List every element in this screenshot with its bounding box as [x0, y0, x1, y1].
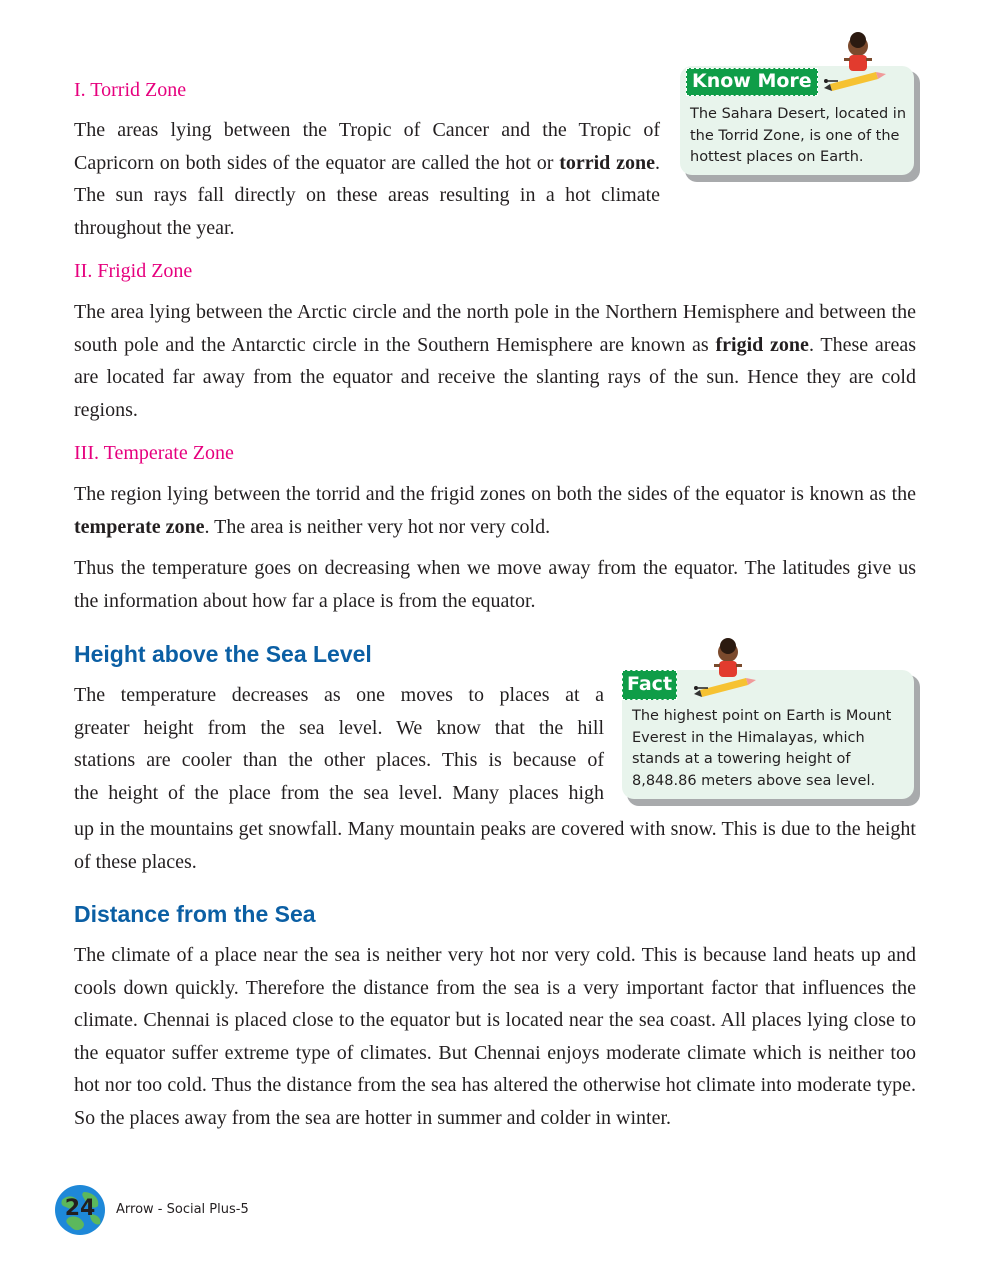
know-more-box: [680, 66, 920, 182]
frigid-zone-term: frigid zone: [715, 333, 809, 356]
temperate-text-b: . The area is neither very hot nor very cold.: [204, 515, 551, 538]
temperate-text-a: The region lying between the torrid and the frigid zones on both the sides of the equator is known as the: [74, 483, 916, 505]
torrid-text-b: . The sun rays fall directly on these areas resulting in a hot climate throughout the year.: [74, 151, 660, 239]
know-more-tag: Know More: [686, 68, 818, 96]
torrid-zone-heading: I. Torrid Zone: [74, 79, 187, 101]
frigid-zone-heading: II. Frigid Zone: [74, 260, 193, 282]
know-more-text: The Sahara Desert, located in the Torrid Zone, is one of the hottest places on Earth.: [690, 106, 907, 165]
frigid-zone-paragraph: [74, 296, 916, 426]
book-title: Arrow - Social Plus-5: [116, 1202, 249, 1217]
height-line: greater height from the sea level. We know that the hill: [74, 716, 604, 739]
height-line: stations are cooler than the other places. This is because of: [74, 749, 604, 772]
temperate-zone-heading: III. Temperate Zone: [74, 442, 234, 464]
page-footer: [54, 1184, 354, 1234]
height-section-heading: Height above the Sea Level: [74, 641, 372, 667]
temperate-zone-paragraph: [74, 478, 916, 543]
temperature-latitude-paragraph: Thus the temperature goes on decreasing when we move away from the equator. The latitudes give us the information about how far a place is from the equator.: [74, 557, 916, 612]
distance-section-heading: Distance from the Sea: [74, 901, 316, 927]
fact-box-body: [622, 670, 914, 799]
height-paragraph-lines: [74, 679, 604, 809]
height-line: The temperature decreases as one moves to places at a: [74, 684, 604, 706]
fact-tag: Fact: [622, 670, 677, 700]
arrow-pointer-icon: [822, 76, 842, 86]
fact-box: [622, 670, 920, 806]
frigid-text-b: . These areas are located far away from the equator and receive the slanting rays of the sun. Hence they are cold regions.: [74, 333, 916, 421]
page-number: 24: [64, 1196, 96, 1221]
height-paragraph-rest: up in the mountains get snowfall. Many mountain peaks are covered with snow. This is due to the height of these places.: [74, 818, 916, 873]
torrid-zone-term: torrid zone: [559, 151, 655, 174]
fact-text: The highest point on Earth is Mount Everest in the Himalayas, which stands at a towering height of 8,848.86 meters above sea level.: [632, 708, 892, 789]
distance-paragraph: The climate of a place near the sea is neither very hot nor very cold. This is because land heats up and cools down quickly. Therefore the distance from the sea is a very important factor that influences the climate. Chennai is placed close to the equator but is located near the sea coast. All places lying close to the equator suffer extreme type of climates. But Chennai enjoys moderate climate which is neither too hot nor too cold. Thus the distance from the sea has altered the otherwise hot climate into moderate type. So the places away from the sea are hotter in summer and colder in winter.: [74, 944, 916, 1129]
arrow-pointer-icon: [692, 683, 712, 693]
temperate-zone-term: temperate zone: [74, 515, 205, 538]
torrid-zone-paragraph: [74, 114, 660, 244]
torrid-text-a: The areas lying between the Tropic of Cancer and the Tropic of Capricorn on both sides of the equator are called the hot or: [74, 119, 660, 174]
height-line: the height of the place from the sea level. Many places high: [74, 781, 604, 804]
frigid-text-a: The area lying between the Arctic circle and the north pole in the Northern Hemisphere and between the south pole and the Antarctic circle in the Southern Hemisphere are known as: [74, 301, 916, 356]
